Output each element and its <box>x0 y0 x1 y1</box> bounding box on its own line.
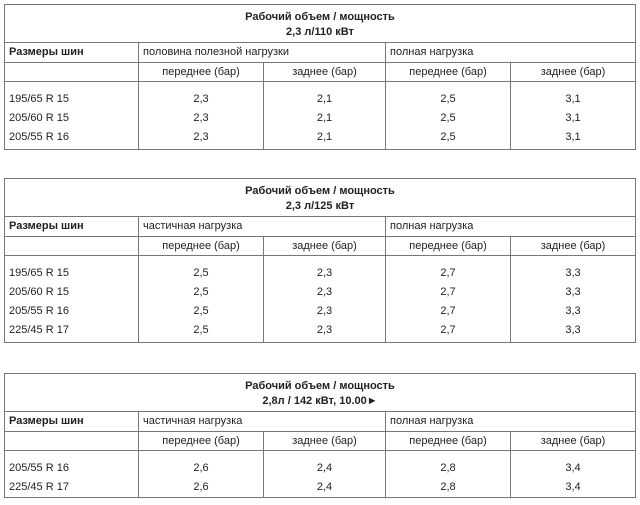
engine-spec: 2,3 л/110 кВт <box>286 26 354 38</box>
partial-front-value: 2,5 <box>138 302 263 321</box>
full-load-label: полная нагрузка <box>385 217 632 236</box>
table-row <box>5 128 635 147</box>
front-label: переднее (бар) <box>385 63 510 81</box>
tire-sizes-label: Размеры шин <box>9 220 84 232</box>
partial-rear-value: 2,1 <box>263 109 385 128</box>
table-row <box>5 302 635 321</box>
table-row <box>5 90 635 109</box>
empty-cell <box>5 63 138 81</box>
full-front-value: 2,7 <box>385 321 510 340</box>
engine-spec: 2,8л / 142 кВт, 10.00► <box>262 395 378 407</box>
front-label: переднее (бар) <box>138 432 263 450</box>
partial-rear-value: 2,3 <box>263 283 385 302</box>
tire-size: 205/55 R 16 <box>9 305 69 317</box>
partial-front-value: 2,5 <box>138 283 263 302</box>
full-front-value: 2,7 <box>385 264 510 283</box>
partial-rear-value: 2,4 <box>263 459 385 478</box>
full-rear-value: 3,4 <box>510 459 635 478</box>
volume-power-label: Рабочий объем / мощность <box>245 11 395 23</box>
tire-sizes-label: Размеры шин <box>9 46 84 58</box>
tire-size: 205/55 R 16 <box>9 462 69 474</box>
group-header-row <box>5 216 635 236</box>
volume-power-label: Рабочий объем / мощность <box>245 185 395 197</box>
tire-size: 205/60 R 15 <box>9 286 69 298</box>
rear-label: заднее (бар) <box>510 432 635 450</box>
spacer-row <box>5 255 635 264</box>
group-header-row <box>5 42 635 62</box>
table-header <box>5 5 635 42</box>
full-front-value: 2,7 <box>385 302 510 321</box>
tire-sizes-label: Размеры шин <box>9 415 84 427</box>
full-load-label: полная нагрузка <box>385 43 632 62</box>
full-rear-value: 3,1 <box>510 109 635 128</box>
partial-front-value: 2,3 <box>138 128 263 147</box>
tire-pressure-table-1 <box>4 4 636 150</box>
partial-load-label: частичная нагрузка <box>138 217 385 236</box>
partial-front-value: 2,3 <box>138 109 263 128</box>
full-load-label: полная нагрузка <box>385 412 632 431</box>
axle-header-row <box>5 431 635 450</box>
full-rear-value: 3,1 <box>510 128 635 147</box>
tire-size: 225/45 R 17 <box>9 324 69 336</box>
rear-label: заднее (бар) <box>263 237 385 255</box>
table-row <box>5 478 635 497</box>
front-label: переднее (бар) <box>138 237 263 255</box>
full-rear-value: 3,1 <box>510 90 635 109</box>
table-header <box>5 179 635 216</box>
rear-label: заднее (бар) <box>263 432 385 450</box>
partial-load-label: половина полезной нагрузки <box>138 43 385 62</box>
full-front-value: 2,8 <box>385 459 510 478</box>
tire-size: 225/45 R 17 <box>9 481 69 493</box>
table-row <box>5 109 635 128</box>
table-row <box>5 321 635 340</box>
tire-size: 205/55 R 16 <box>9 131 69 143</box>
partial-rear-value: 2,4 <box>263 478 385 497</box>
table-row <box>5 264 635 283</box>
full-rear-value: 3,3 <box>510 283 635 302</box>
full-rear-value: 3,3 <box>510 302 635 321</box>
full-front-value: 2,5 <box>385 109 510 128</box>
partial-front-value: 2,6 <box>138 478 263 497</box>
full-front-value: 2,5 <box>385 128 510 147</box>
empty-cell <box>5 432 138 450</box>
full-rear-value: 3,4 <box>510 478 635 497</box>
tire-size: 195/65 R 15 <box>9 267 69 279</box>
full-rear-value: 3,3 <box>510 264 635 283</box>
empty-cell <box>5 237 138 255</box>
partial-front-value: 2,6 <box>138 459 263 478</box>
spacer-row <box>5 450 635 459</box>
spacer-row <box>5 81 635 90</box>
full-front-value: 2,7 <box>385 283 510 302</box>
tire-size: 195/65 R 15 <box>9 93 69 105</box>
partial-rear-value: 2,3 <box>263 264 385 283</box>
table-row <box>5 459 635 478</box>
table-header <box>5 374 635 411</box>
partial-front-value: 2,5 <box>138 321 263 340</box>
partial-front-value: 2,5 <box>138 264 263 283</box>
partial-rear-value: 2,3 <box>263 321 385 340</box>
partial-front-value: 2,3 <box>138 90 263 109</box>
partial-rear-value: 2,3 <box>263 302 385 321</box>
partial-rear-value: 2,1 <box>263 90 385 109</box>
partial-rear-value: 2,1 <box>263 128 385 147</box>
front-label: переднее (бар) <box>385 432 510 450</box>
axle-header-row <box>5 62 635 81</box>
tire-size: 205/60 R 15 <box>9 112 69 124</box>
rear-label: заднее (бар) <box>263 63 385 81</box>
volume-power-label: Рабочий объем / мощность <box>245 380 395 392</box>
full-rear-value: 3,3 <box>510 321 635 340</box>
front-label: переднее (бар) <box>385 237 510 255</box>
table-row <box>5 283 635 302</box>
full-front-value: 2,5 <box>385 90 510 109</box>
tire-pressure-table-3 <box>4 373 636 498</box>
engine-spec: 2,3 л/125 кВт <box>285 200 355 212</box>
front-label: переднее (бар) <box>138 63 263 81</box>
full-front-value: 2,8 <box>385 478 510 497</box>
rear-label: заднее (бар) <box>510 63 635 81</box>
tire-pressure-table-2 <box>4 178 636 343</box>
group-header-row <box>5 411 635 431</box>
partial-load-label: частичная нагрузка <box>138 412 385 431</box>
axle-header-row <box>5 236 635 255</box>
rear-label: заднее (бар) <box>510 237 635 255</box>
